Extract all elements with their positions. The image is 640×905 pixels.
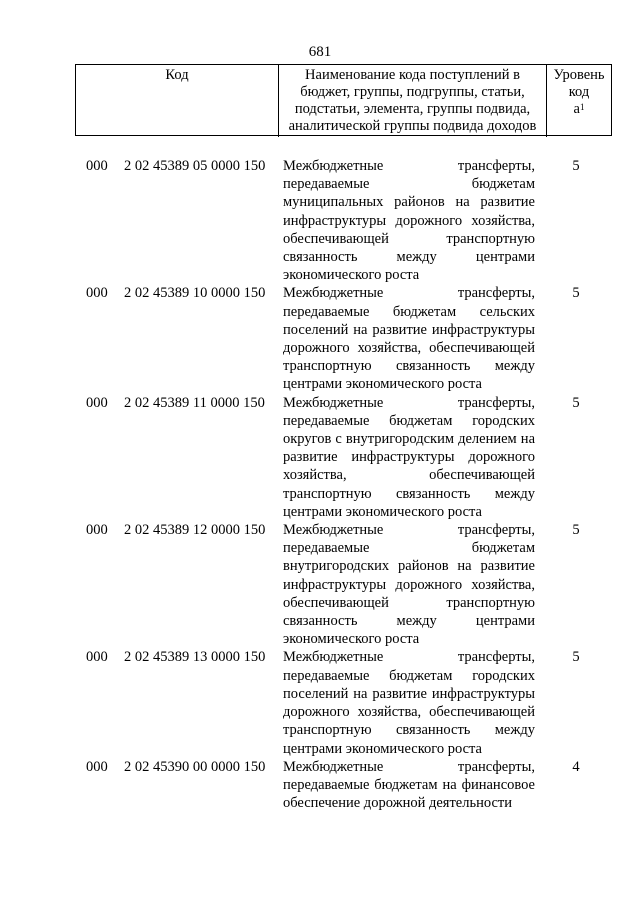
row-admin-code: 000 (86, 758, 108, 775)
header-level-text: Уровень код (553, 67, 605, 100)
table-row (0, 758, 640, 813)
table-row (0, 284, 640, 393)
table-body (0, 157, 640, 812)
table-row (0, 157, 640, 284)
row-admin-code: 000 (86, 649, 108, 666)
row-name: Межбюджетные трансферты, передаваемые бюджетам муниципальных районов на развитие инфраструктуры дорожного хозяйства, обеспечивающей транспортную связанность между центрами экономического роста (283, 158, 535, 284)
table-header (75, 64, 612, 136)
row-name: Межбюджетные трансферты, передаваемые бюджетам сельских поселений на развитие инфраструктуры дорожного хозяйства, обеспечивающей транспортную связанность между центрами экономического роста (283, 285, 535, 393)
row-level: 5 (572, 522, 580, 539)
table-row (0, 394, 640, 521)
table-row (0, 521, 640, 648)
table-row (0, 648, 640, 757)
header-level-footnote: 1 (579, 102, 585, 112)
header-level (546, 65, 611, 137)
row-name: Межбюджетные трансферты, передаваемые бюджетам городских округов с внутригородским делением на развитие инфраструктуры дорожного хозяйства, обеспечивающей транспортную связанность между центрами экономического роста (283, 394, 535, 520)
header-code: Код (165, 67, 189, 83)
row-budget-code: 2 02 45389 12 0000 150 (124, 522, 266, 539)
row-budget-code: 2 02 45389 13 0000 150 (124, 649, 266, 666)
row-level: 5 (572, 394, 580, 411)
row-name: Межбюджетные трансферты, передаваемые бюджетам внутригородских районов на развитие инфраструктуры дорожного хозяйства, обеспечивающей транспортную связанность между центрами экономического роста (283, 522, 535, 648)
row-level: 5 (572, 158, 580, 174)
row-budget-code: 2 02 45389 05 0000 150 (124, 158, 266, 174)
header-name: Наименование кода поступлений в бюджет, группы, подгруппы, статьи, подстатьи, элемента, группы подвида, аналитической группы подвида доходов (278, 65, 546, 137)
row-level: 4 (572, 758, 580, 775)
header-level-text-end: а (573, 101, 580, 117)
row-name: Межбюджетные трансферты, передаваемые бюджетам городских поселений на развитие инфраструктуры дорожного хозяйства, обеспечивающей транспортную связанность между центрами экономического роста (283, 649, 535, 757)
row-budget-code: 2 02 45389 10 0000 150 (124, 285, 266, 302)
row-admin-code: 000 (86, 522, 108, 539)
row-budget-code: 2 02 45389 11 0000 150 (124, 394, 265, 411)
row-admin-code: 000 (86, 158, 108, 174)
row-name: Межбюджетные трансферты, передаваемые бюджетам на финансовое обеспечение дорожной деятельности (283, 758, 535, 812)
row-level: 5 (572, 649, 580, 666)
page-number: 681 (308, 44, 332, 60)
row-admin-code: 000 (86, 285, 108, 302)
row-budget-code: 2 02 45390 00 0000 150 (124, 758, 266, 775)
row-admin-code: 000 (86, 394, 108, 411)
row-level: 5 (572, 285, 580, 302)
